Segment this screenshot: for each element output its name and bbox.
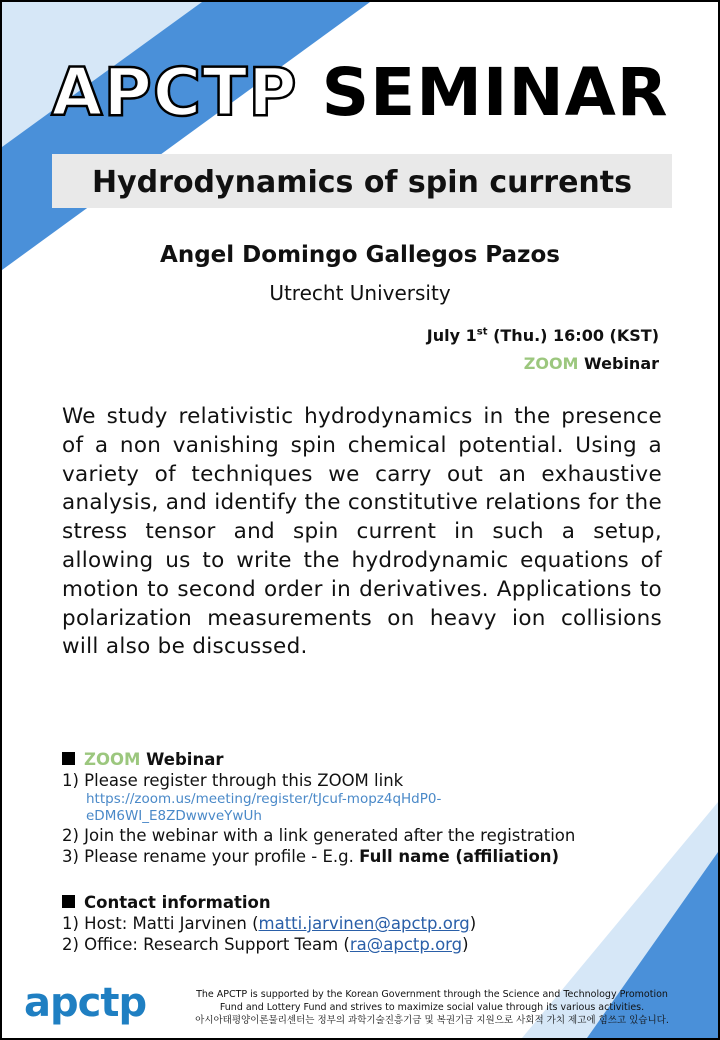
contact-section [62,892,682,955]
contact-office [62,934,682,955]
contact-heading-text: Contact information [84,893,271,912]
webinar-section [62,749,682,867]
webinar-step-3 [62,846,682,867]
webinar-heading [62,749,682,770]
zoom-register-link-line2[interactable]: eDM6WI_E8ZDwwveYwUh [86,808,262,824]
date-sup: st [476,326,488,338]
talk-title: Hydrodynamics of spin currents [92,165,632,200]
footer-line-1: The APCTP is supported by the Korean Government through the Science and Technology Promotion [196,989,668,1000]
speaker-affiliation: Utrecht University [269,281,451,305]
webinar-step-3-bold: Full name (affiliation) [359,847,560,866]
webinar-step-3-text: 3) Please rename your profile - E.g. [62,847,360,866]
webinar-step-2: 2) Join the webinar with a link generated after the registration [62,826,576,845]
title-seminar: SEMINAR [321,54,669,131]
date-prefix: July 1 [426,326,477,345]
footer-line-2: Fund and Lottery Fund and strives to maximize social value through its various activities. [219,1002,645,1013]
webinar-heading-zoom: ZOOM [84,750,141,769]
abstract-text: We study relativistic hydrodynamics in the presence of a non vanishing spin chemical potential. Using a variety of techniques we carry out an exhaustive analysis, and identify the constitutive relations for the stress tensor and spin current in such a setup, allowing us to write the hydrodynamic equations of motion to second order in derivatives. Applications to polarization measurements on heavy ion collisions will also be discussed. [62,404,662,660]
footer-line-3: 아시아태평양이론물리센터는 정부의 과학기술진흥기금 및 복권기금 지원으로 사회적 가치 제고에 힘쓰고 있습니다. [195,1015,669,1026]
apctp-logo: apctp [24,980,147,1026]
contact-heading [62,892,682,913]
speaker-name: Angel Domingo Gallegos Pazos [160,242,560,268]
square-bullet-icon [62,752,75,765]
contact-host [62,913,682,934]
title-apctp: APCTP [51,54,298,131]
office-prefix: 2) Office: Research Support Team ( [62,935,350,954]
footer-notice [152,988,712,1027]
webinar-step-1: 1) Please register through this ZOOM link [62,771,404,790]
host-email-link[interactable]: matti.jarvinen@apctp.org [258,914,470,933]
venue-zoom: ZOOM [523,354,579,373]
event-date [427,326,659,345]
host-prefix: 1) Host: Matti Jarvinen ( [62,914,259,933]
square-bullet-icon [62,895,75,908]
host-suffix: ) [469,914,477,933]
webinar-heading-rest: Webinar [140,750,224,769]
zoom-register-link-line1[interactable]: https://zoom.us/meeting/register/tJcuf-mopz4qHdP0- [86,791,442,807]
office-email-link[interactable]: ra@apctp.org [349,935,463,954]
office-suffix: ) [462,935,469,954]
date-suffix: (Thu.) 16:00 (KST) [487,326,659,345]
event-venue [524,354,659,373]
venue-rest: Webinar [578,354,659,373]
poster-title [2,54,718,131]
